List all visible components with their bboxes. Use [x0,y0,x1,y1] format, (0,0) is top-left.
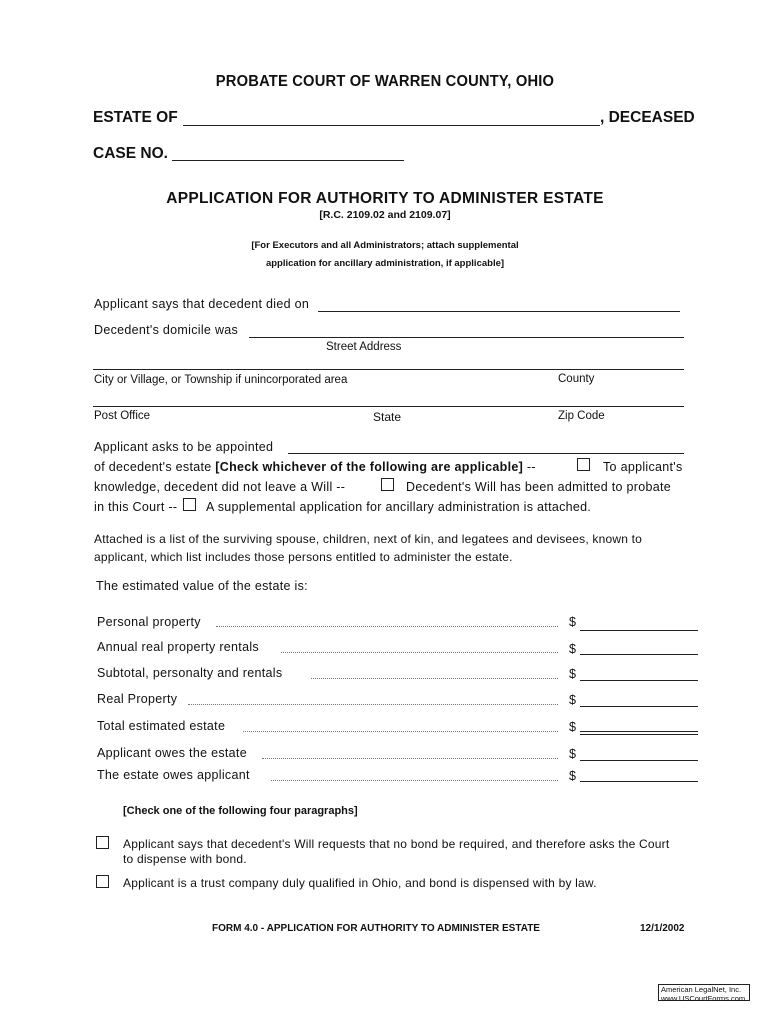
died-on-label: Applicant says that decedent died on [94,297,310,311]
bond-para1-line2: to dispense with bond. [123,852,247,866]
appointee-field[interactable] [288,453,684,454]
dash: -- [526,460,536,474]
estimate-row-label: Real Property [97,692,178,706]
leader-dots [243,731,558,732]
date-of-death-field[interactable] [318,311,680,312]
estimate-row-label: Personal property [97,615,201,629]
domicile-label: Decedent's domicile was [94,323,239,337]
supplemental-checkbox[interactable] [183,498,196,511]
state-caption: State [373,410,402,424]
will-admitted-label: Decedent's Will has been admitted to probate [406,480,672,494]
bond-para1-line1: Applicant says that decedent's Will requests that no bond be required, and therefore asks the Court [123,837,670,851]
currency-sign: $ [569,615,576,629]
no-will-checkbox[interactable] [577,458,590,471]
zip-caption: Zip Code [558,410,605,422]
stamp-line1: American LegalNet, Inc. [661,985,742,994]
leader-dots [271,780,558,781]
leader-dots [188,704,558,705]
county-caption: County [558,373,595,385]
form-title: APPLICATION FOR AUTHORITY TO ADMINISTER ESTATE [166,190,604,207]
street-address-field[interactable] [249,337,684,338]
real-property-amount-field[interactable] [580,706,698,707]
publisher-stamp [658,984,750,1001]
form-footer-date: 12/1/2002 [640,923,685,934]
rentals-amount-field[interactable] [580,654,698,655]
statute-reference: [R.C. 2109.02 and 2109.07] [319,209,451,221]
bond-para2: Applicant is a trust company duly qualified in Ohio, and bond is dispensed with by law. [123,876,597,890]
estimate-row-label: Annual real property rentals [97,640,259,654]
currency-sign: $ [569,667,576,681]
stamp-line2: www.USCourtForms.com [661,993,746,1003]
in-this-court-label: in this Court -- [94,500,178,514]
leader-dots [311,678,558,679]
to-applicants-label: To applicant's [603,460,683,474]
form-footer-title: FORM 4.0 - APPLICATION FOR AUTHORITY TO ADMINISTER ESTATE [212,923,540,934]
applicant-owes-amount-field[interactable] [580,760,698,761]
currency-sign: $ [569,693,576,707]
personal-property-amount-field[interactable] [580,630,698,631]
currency-sign: $ [569,769,576,783]
appointed-label: Applicant asks to be appointed [94,440,274,454]
no-bond-will-checkbox[interactable] [96,836,109,849]
currency-sign: $ [569,720,576,734]
leader-dots [281,652,558,653]
of-estate-text: of decedent's estate [94,460,212,474]
total-double-underline [580,734,698,735]
leader-dots [216,626,558,627]
trust-company-checkbox[interactable] [96,875,109,888]
estimate-row-label: Applicant owes the estate [97,746,247,760]
post-office-state-zip-field[interactable] [93,406,684,407]
attached-line1: Attached is a list of the surviving spouse, children, next of kin, and legatees and devisees, known to [94,532,643,546]
estimate-row-label: The estate owes applicant [97,768,250,782]
leader-dots [262,758,558,759]
street-address-caption: Street Address [326,341,402,353]
form-note-line1: [For Executors and all Administrators; attach supplemental [251,240,519,251]
currency-sign: $ [569,747,576,761]
city-county-field[interactable] [93,369,684,370]
estate-name-field[interactable] [183,125,600,126]
case-no-label: CASE NO. [93,145,168,162]
city-caption: City or Village, or Township if unincorporated area [94,374,348,386]
of-estate-label [94,460,536,474]
estimate-row-label: Total estimated estate [97,719,226,733]
total-amount-field[interactable] [580,731,698,732]
bond-instruction: [Check one of the following four paragraphs] [123,805,358,817]
court-title: PROBATE COURT OF WARREN COUNTY, OHIO [215,73,555,90]
supplemental-label: A supplemental application for ancillary administration is attached. [206,500,592,514]
post-office-caption: Post Office [94,410,151,422]
form-note-line2: application for ancillary administration, if applicable] [265,258,505,269]
check-instruction: [Check whichever of the following are applicable] [215,460,524,474]
estimate-row-label: Subtotal, personalty and rentals [97,666,283,680]
knowledge-label: knowledge, decedent did not leave a Will -- [94,480,346,494]
estate-owes-amount-field[interactable] [580,781,698,782]
case-no-field[interactable] [172,160,404,161]
currency-sign: $ [569,642,576,656]
attached-line2: applicant, which list includes those persons entitled to administer the estate. [94,550,513,564]
deceased-label: , DECEASED [600,109,695,126]
estimate-intro: The estimated value of the estate is: [96,579,308,593]
estate-of-label: ESTATE OF [93,109,178,126]
will-admitted-checkbox[interactable] [381,478,394,491]
subtotal-amount-field[interactable] [580,680,698,681]
